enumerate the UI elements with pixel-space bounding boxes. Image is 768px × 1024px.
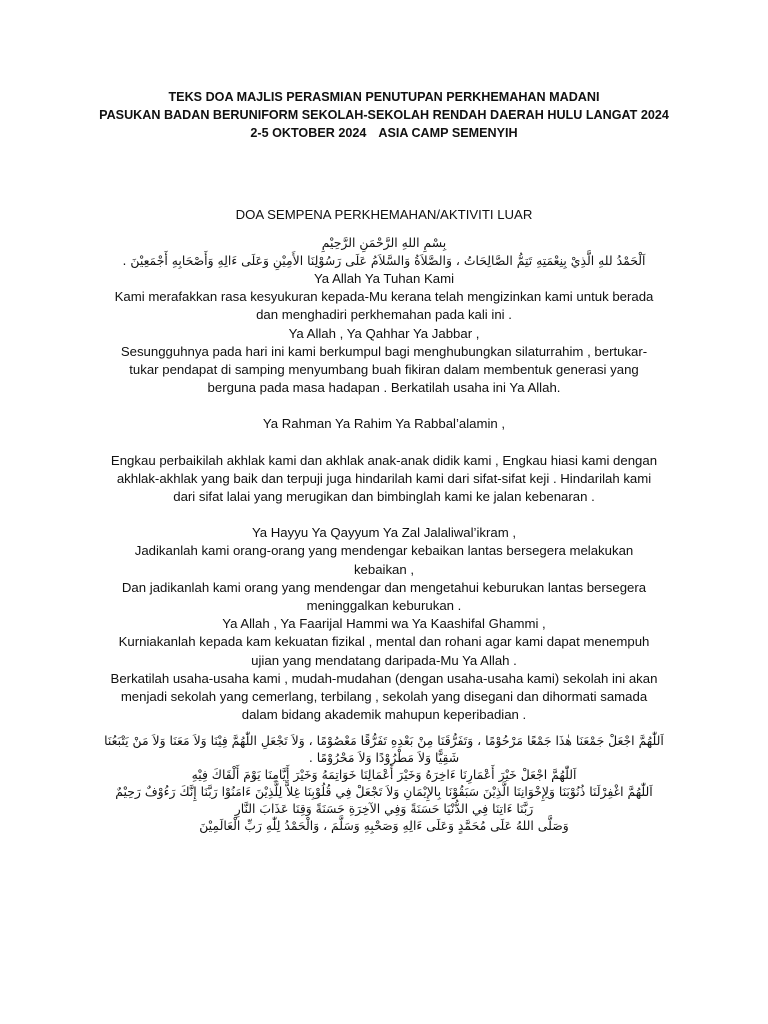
arabic-closing-line: رَبَّنَا ءَاتِنَا فِي الدُّنْيَا حَسَنَةً وَفِي الآخِرَةِ حَسَنَةً وَقِنَا عَذَابَ النَّارِ [234, 801, 534, 817]
prayer-line: Kurniakanlah kepada kam kekuatan fizikal , mental dan rohani agar kami dapat menempuh [118, 634, 650, 650]
prayer-line: Engkau perbaikilah akhlak kami dan akhlak anak-anak didik kami , Engkau hiasi kami dengan [110, 452, 658, 468]
prayer-line: dari sifat lalai yang merugikan dan bimbinglah kami ke jalan kebenaran . [173, 489, 595, 505]
spacer [88, 434, 680, 452]
prayer-line: berguna pada masa hadapan . Berkatilah usaha ini Ya Allah. [207, 380, 561, 396]
prayer-line: Jadikanlah kami orang-orang yang mendengar kebaikan lantas bersegera melakukan [134, 543, 634, 559]
spacer [88, 506, 680, 524]
arabic-closing [88, 732, 680, 834]
prayer-line: Sesungguhnya pada hari ini kami berkumpul bagi menghubungkan silaturrahim , bertukar- [120, 343, 648, 359]
prayer-line: akhlak-akhlak yang baik dan terpuji juga hindarilah kami dari sifat-sifat keji . Hindarilah kami [116, 470, 652, 486]
prayer-line: Berkatilah usaha-usaha kami , mudah-mudahan (dengan usaha-usaha kami) sekolah ini akan [110, 670, 658, 686]
arabic-bismillah: بِسْمِ اللهِ الرَّحْمَنِ الرَّحِيْمِ [321, 235, 447, 250]
prayer-line: dalam bidang akademik mahupun keperibadian . [241, 707, 527, 723]
prayer-line: tukar pendapat di samping menyumbang buah fikiran dalam membentuk generasi yang [129, 362, 639, 378]
prayer-line: Ya Allah , Ya Qahhar Ya Jabbar , [288, 325, 480, 341]
prayer-line: meninggalkan keburukan . [306, 598, 462, 614]
document-header [88, 88, 680, 142]
prayer-line: Ya Allah Ya Tuhan Kami [313, 271, 455, 286]
header-title: TEKS DOA MAJLIS PERASMIAN PENUTUPAN PERKHEMAHAN MADANI [168, 90, 600, 104]
prayer-line: Ya Allah , Ya Faarijal Hammi wa Ya Kaashifal Ghammi , [222, 616, 546, 632]
header-venue: ASIA CAMP SEMENYIH [378, 126, 518, 140]
arabic-closing-line: اَللّٰهُمَّ اجْعَلْ جَمْعَنَا هٰذَا جَمْعًا مَرْحُوْمًا ، وَتَفَرُّقَنَا مِنْ بَعْدِهِ تَفَرُّقًا مَعْصُوْمًا ، وَلاَ تَجْعَلِ اللّٰهُمَّ فِيْنَا وَلاَ مَعَنَا وَلاَ مَنْ يَتْبَعُنَا [104, 733, 664, 749]
prayer-line: Kami merafakkan rasa kesyukuran kepada-Mu kerana telah mengizinkan kami untuk berada [114, 289, 654, 305]
arabic-hamd: اَلْحَمْدُ للهِ الَّذِيْ بِنِعْمَتِهِ تَتِمُّ الصَّالِحَاتُ ، وَالصَّلاَةُ وَالسَّلاَمُ عَلَى رَسُوْلِنَا الأَمِيْنِ وَعَلَى ءَالِهِ وَأَصْحَابِهِ أَجْمَعِيْنَ . [122, 253, 646, 268]
header-organization: PASUKAN BADAN BERUNIFORM SEKOLAH-SEKOLAH RENDAH DAERAH HULU LANGAT 2024 [99, 108, 669, 122]
spacer [88, 397, 680, 415]
prayer-line: menjadi sekolah yang cemerlang, terbilang , sekolah yang disegani dan dihormati samada [120, 689, 648, 705]
prayer-line: kebaikan , [353, 561, 415, 577]
arabic-closing-line: شَقِيًّا وَلاَ مَطْرُوْدًا وَلاَ مَحْرُوْمًا . [308, 750, 460, 766]
section-subtitle: DOA SEMPENA PERKHEMAHAN/AKTIVITI LUAR [235, 207, 533, 222]
prayer-line: Ya Hayyu Ya Qayyum Ya Zal Jalaliwal’ikram , [251, 525, 517, 541]
header-date: 2-5 OKTOBER 2024 [250, 126, 367, 140]
prayer-line: dan menghadiri perkhemahan pada kali ini . [256, 307, 512, 323]
arabic-closing-line: اَللّٰهُمَّ اجْعَلْ خَيْرَ أَعْمَارِنَا ءَاخِرَهُ وَخَيْرَ أَعْمَالِنَا خَوَاتِمَهُ وَخَيْرَ أَيَّامِنَا يَوْمَ أَلْقَاكَ فِيْهِ [191, 767, 577, 783]
prayer-line: Dan jadikanlah kami orang yang mendengar dan mengetahui keburukan lantas bersegera [121, 579, 647, 595]
prayer-line: ujian yang mendatang daripada-Mu Ya Allah . [251, 652, 517, 668]
header-date-venue [88, 124, 680, 142]
arabic-closing-line: وَصَلَّى اللهُ عَلَى مُحَمَّدٍ وَعَلَى ءَالِهِ وَصَحْبِهِ وَسَلَّمَ ، وَالْحَمْدُ لِلّٰهِ رَبِّ الْعَالَمِيْنَ [199, 818, 569, 834]
prayer-line: Ya Rahman Ya Rahim Ya Rabbal’alamin , [262, 416, 506, 432]
arabic-closing-line: اَللّٰهُمَّ اغْفِرْلَنَا ذُنُوْبَنَا وَلِإِخْوَانِنَا الَّذِيْنَ سَبَقُوْنَا بِالإِيْمَانِ وَلاَ تَجْعَلْ فِي قُلُوْبِنَا غِلاًّ لِلَّذِيْنَ ءَامَنُوْا رَبَّنَا إِنَّكَ رَءُوْفٌ رَحِيْمٌ [115, 784, 653, 800]
